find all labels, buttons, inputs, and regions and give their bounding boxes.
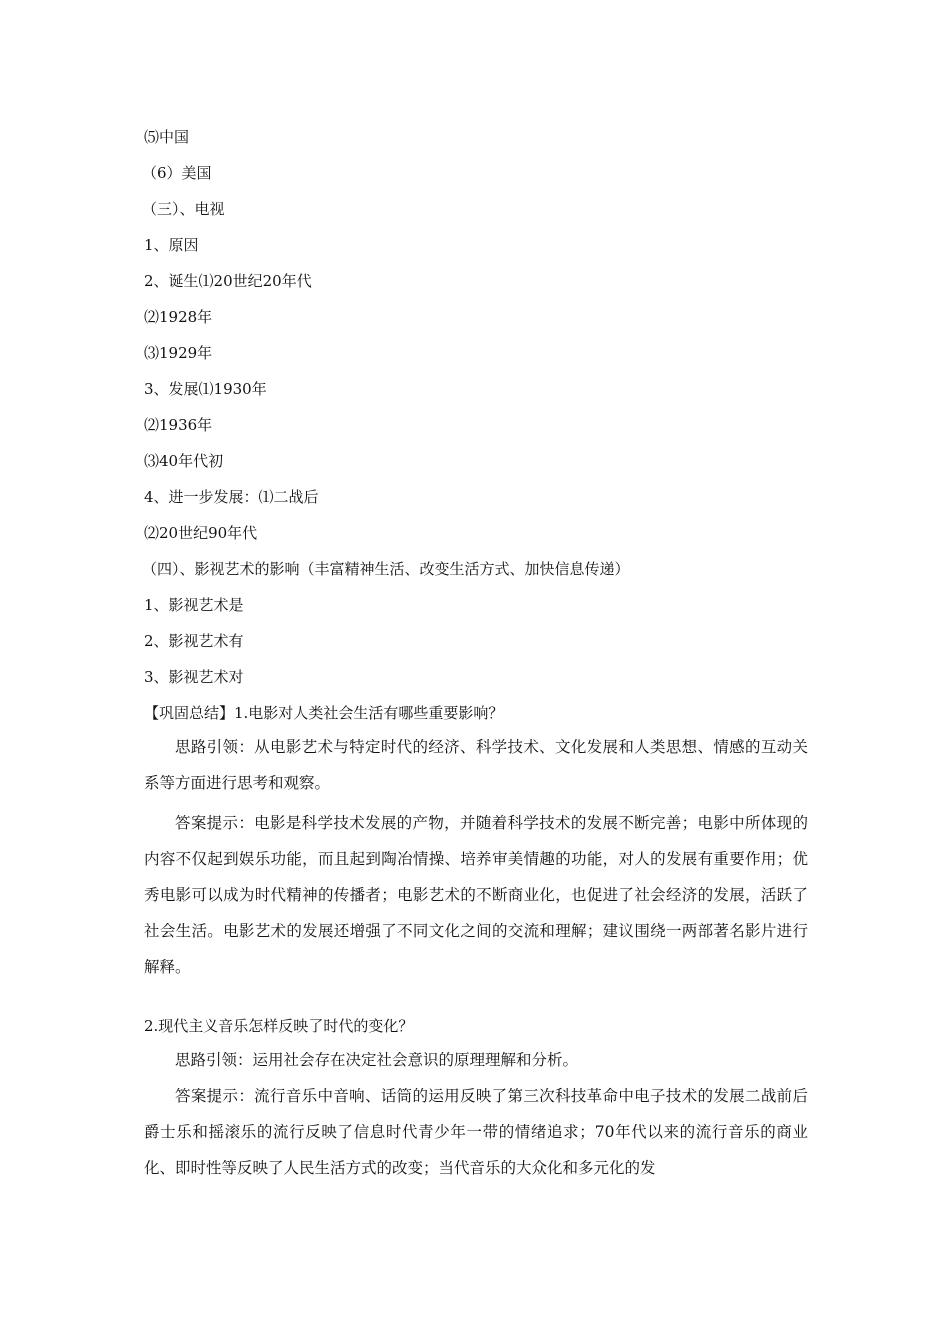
- outline-item: 3、影视艺术对: [144, 668, 244, 686]
- question-1-answer: 答案提示：电影是科学技术发展的产物，并随着科学技术的发展不断完善；电影中所体现的内容不仅起到娱乐功能，而且起到陶冶情操、培养审美情趣的功能，对人的发展有重要作用；优秀电影可以成为时代精神的传播者；电影艺术的不断商业化，也促进了社会经济的发展，活跃了社会生活。电影艺术的发展还增强了不同文化之间的交流和理解；建议围绕一两部著名影片进行解释。: [144, 814, 808, 976]
- outline-item: ⑵1936年: [144, 416, 213, 434]
- outline-item: ⑶1929年: [144, 344, 213, 362]
- section-heading: （四）、影视艺术的影响（丰富精神生活、改变生活方式、加快信息传递）: [142, 560, 630, 578]
- outline-item: （6）美国: [142, 164, 212, 182]
- outline-item: 3、发展⑴1930年: [144, 380, 267, 398]
- question-2-hint: 思路引领：运用社会存在决定社会意识的原理理解和分析。: [175, 1051, 579, 1069]
- outline-item: ⑸中国: [144, 128, 190, 146]
- question-1-hint: 思路引领：从电影艺术与特定时代的经济、科学技术、文化发展和人类思想、情感的互动关系等方面进行思考和观察。: [144, 738, 808, 792]
- outline-item: 2、诞生⑴20世纪20年代: [144, 272, 312, 290]
- section-heading: （三）、电视: [142, 200, 225, 218]
- outline-item: 1、原因: [144, 236, 199, 254]
- question-1-title: 【巩固总结】1.电影对人类社会生活有哪些重要影响？: [144, 704, 504, 722]
- outline-item: 4、进一步发展：⑴二战后: [144, 488, 319, 506]
- outline-item: 2、影视艺术有: [144, 632, 244, 650]
- outline-item: ⑵20世纪90年代: [144, 524, 258, 542]
- question-2-title: 2.现代主义音乐怎样反映了时代的变化？: [144, 1017, 414, 1035]
- outline-item: ⑵1928年: [144, 308, 213, 326]
- outline-item: 1、影视艺术是: [144, 596, 244, 614]
- outline-item: ⑶40年代初: [144, 452, 224, 470]
- question-2-answer: 答案提示：流行音乐中音响、话筒的运用反映了第三次科技革命中电子技术的发展二战前后爵士乐和摇滚乐的流行反映了信息时代青少年一带的情绪追求；70年代以来的流行音乐的商业化、即时性等反映了人民生活方式的改变；当代音乐的大众化和多元化的发: [144, 1087, 808, 1177]
